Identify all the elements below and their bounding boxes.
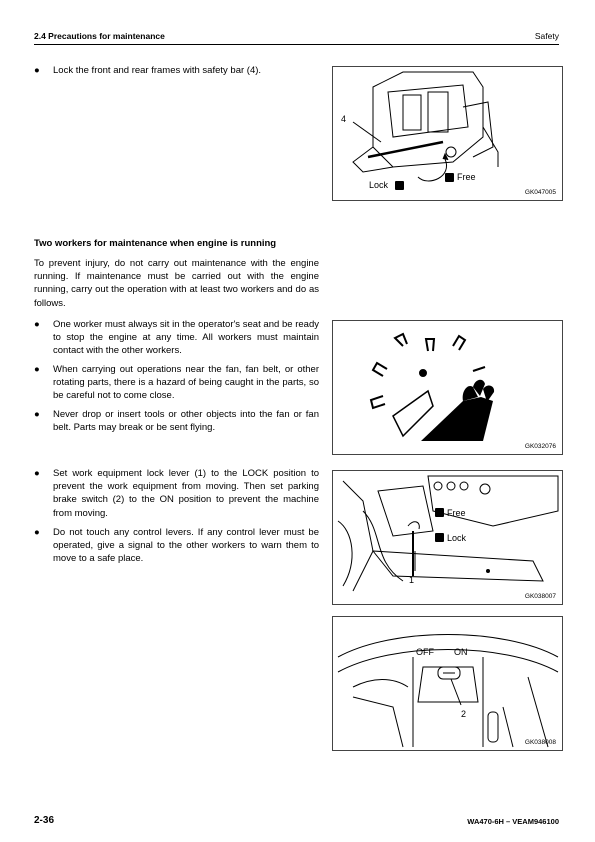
bullet-text: When carrying out operations near the fan, fan belt, or other rotating parts, there is a hazard of being caught in the parts, so be careful not to come close. bbox=[53, 364, 319, 402]
figure-id: GK032076 bbox=[524, 443, 556, 450]
bullet-text: Set work equipment lock lever (1) to the LOCK position to prevent the work equipment from moving. Then set parking brake switch (2) to the ON position to prevent the machine from moving. bbox=[53, 468, 319, 519]
bullet-item bbox=[34, 318, 319, 358]
bullet-item bbox=[34, 526, 319, 566]
bullet-icon: ● bbox=[34, 409, 40, 420]
bullet-text: One worker must always sit in the operator's seat and be ready to stop the engine at any time. All workers must maintain contact with the other workers. bbox=[53, 319, 319, 357]
parking-brake-illustration bbox=[333, 617, 562, 750]
on-label: ON bbox=[454, 647, 468, 657]
bullet-item bbox=[34, 64, 319, 77]
page-number: 2-36 bbox=[34, 815, 55, 826]
figure-lock-lever bbox=[332, 470, 563, 605]
lock-label: Lock bbox=[447, 533, 467, 543]
safety-bar-illustration bbox=[333, 67, 562, 200]
figure-fan-hazard bbox=[332, 320, 563, 455]
bullet-icon: ● bbox=[34, 527, 40, 538]
figure-safety-bar bbox=[332, 66, 563, 201]
document-code: WA470-6H – VEAM946100 bbox=[467, 817, 559, 826]
figure-parking-brake bbox=[332, 616, 563, 751]
bullet-icon: ● bbox=[34, 319, 40, 330]
bullet-item bbox=[34, 363, 319, 403]
bullet-text: Never drop or insert tools or other objects into the fan or fan belt. Parts may break or be sent flying. bbox=[53, 409, 319, 434]
callout-2: 2 bbox=[461, 709, 467, 719]
bullet-item bbox=[34, 408, 319, 434]
lock-label: Lock bbox=[369, 180, 389, 190]
callout-4: 4 bbox=[341, 114, 347, 124]
figure-id: GK047005 bbox=[524, 189, 556, 196]
intro-paragraph: To prevent injury, do not carry out maintenance with the engine running. If maintenance must be carried out with the engine running, carry out the operation with at least two workers and do as follows. bbox=[34, 258, 319, 309]
bullet-item bbox=[34, 467, 319, 520]
fan-hazard-illustration bbox=[333, 321, 562, 454]
off-label: OFF bbox=[416, 647, 434, 657]
section-heading: Two workers for maintenance when engine is running bbox=[34, 238, 277, 249]
bullet-icon: ● bbox=[34, 364, 40, 375]
section-title: 2.4 Precautions for maintenance bbox=[34, 31, 165, 41]
callout-1: 1 bbox=[409, 575, 415, 585]
bullet-icon: ● bbox=[34, 468, 40, 479]
bullet-icon: ● bbox=[34, 65, 40, 76]
header-rule bbox=[34, 44, 559, 45]
bullet-text: Do not touch any control levers. If any control lever must be operated, give a signal to the other workers to warn them to move to a safe place. bbox=[53, 527, 319, 565]
chapter-title: Safety bbox=[534, 31, 559, 41]
free-label: Free bbox=[447, 508, 466, 518]
figure-id: GK038008 bbox=[524, 739, 556, 746]
figure-id: GK038007 bbox=[524, 593, 556, 600]
free-label: Free bbox=[457, 172, 476, 182]
bullet-text: Lock the front and rear frames with safety bar (4). bbox=[53, 65, 262, 76]
